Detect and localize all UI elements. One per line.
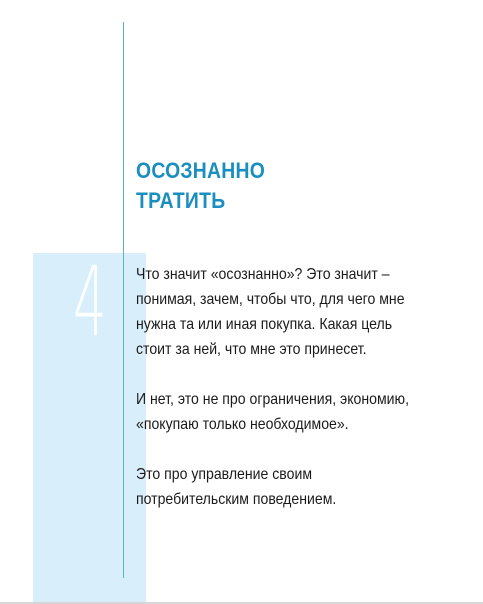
vertical-divider-line [123,22,124,578]
paragraph-line: Это про управление своим [136,466,312,483]
section-title [136,156,265,216]
section-title-line-1: ОСОЗНАННО [136,158,266,183]
paragraph-line: потребительским поведением. [136,491,337,508]
paragraph-3 [136,462,453,512]
paragraph-line: понимая, зачем, чтобы что, для чего мне [136,291,405,308]
paragraph-line: «покупаю только необходимое». [136,416,349,433]
paragraph-line: Что значит «осознанно»? Это значит – [136,266,390,283]
paragraph-1 [136,262,453,362]
paragraph-2 [136,387,453,437]
chapter-number: 4 [73,246,107,358]
paragraph-line: стоит за ней, что мне это принесет. [136,341,367,358]
section-title-line-2: ТРАТИТЬ [136,188,226,213]
paragraph-line: нужна та или иная покупка. Какая цель [136,316,393,333]
paragraph-line: И нет, это не про ограничения, экономию, [136,391,409,408]
body-text [136,262,453,537]
